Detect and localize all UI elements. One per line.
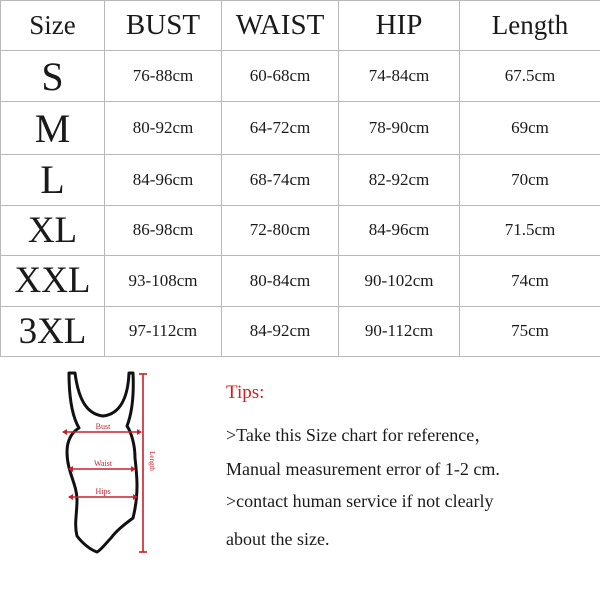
bust-label: Bust xyxy=(95,422,111,431)
header-bust: BUST xyxy=(105,1,222,51)
waist-label: Waist xyxy=(93,459,113,468)
header-size: Size xyxy=(1,1,105,51)
length-label: Length xyxy=(148,451,156,471)
waist-value: 80-84cm xyxy=(222,256,339,306)
hip-value: 90-112cm xyxy=(339,306,460,356)
waist-value: 68-74cm xyxy=(222,155,339,205)
bust-value: 84-96cm xyxy=(105,155,222,205)
hip-value: 78-90cm xyxy=(339,101,460,154)
waist-value: 72-80cm xyxy=(222,205,339,255)
length-value: 70cm xyxy=(460,155,600,205)
table-header-row xyxy=(1,1,600,51)
size-label: 3XL xyxy=(1,306,105,356)
table-row xyxy=(1,51,600,101)
header-waist: WAIST xyxy=(222,1,339,51)
hips-label: Hips xyxy=(95,487,111,496)
length-value: 69cm xyxy=(460,101,600,154)
arrow-left-icon xyxy=(62,429,67,435)
tip-line: about the size. xyxy=(226,529,330,549)
size-label: XL xyxy=(1,205,105,255)
waist-value: 64-72cm xyxy=(222,101,339,154)
bust-value: 93-108cm xyxy=(105,256,222,306)
hip-value: 84-96cm xyxy=(339,205,460,255)
table-row xyxy=(1,256,600,306)
length-value: 74cm xyxy=(460,256,600,306)
table-row xyxy=(1,306,600,356)
waist-value: 84-92cm xyxy=(222,306,339,356)
table-row xyxy=(1,101,600,154)
hip-value: 90-102cm xyxy=(339,256,460,306)
tip-line: >Take this Size chart for reference， xyxy=(226,425,493,445)
size-label: M xyxy=(1,101,105,154)
table-row xyxy=(1,155,600,205)
header-length: Length xyxy=(460,1,600,51)
size-label: S xyxy=(1,51,105,101)
length-value: 67.5cm xyxy=(460,51,600,101)
swimsuit-measurement-diagram xyxy=(55,366,175,558)
arrow-left-icon xyxy=(68,494,73,500)
hip-value: 74-84cm xyxy=(339,51,460,101)
tip-line: Manual measurement error of 1-2 cm. xyxy=(226,459,500,479)
tip-line: >contact human service if not clearly xyxy=(226,491,494,511)
header-hip: HIP xyxy=(339,1,460,51)
table-row xyxy=(1,205,600,255)
length-value: 75cm xyxy=(460,306,600,356)
bust-value: 97-112cm xyxy=(105,306,222,356)
bust-value: 76-88cm xyxy=(105,51,222,101)
bust-value: 86-98cm xyxy=(105,205,222,255)
arrow-right-icon xyxy=(137,429,142,435)
size-label: XXL xyxy=(1,256,105,306)
hip-value: 82-92cm xyxy=(339,155,460,205)
bust-value: 80-92cm xyxy=(105,101,222,154)
length-value: 71.5cm xyxy=(460,205,600,255)
size-label: L xyxy=(1,155,105,205)
tips-title: Tips: xyxy=(226,382,265,403)
waist-value: 60-68cm xyxy=(222,51,339,101)
